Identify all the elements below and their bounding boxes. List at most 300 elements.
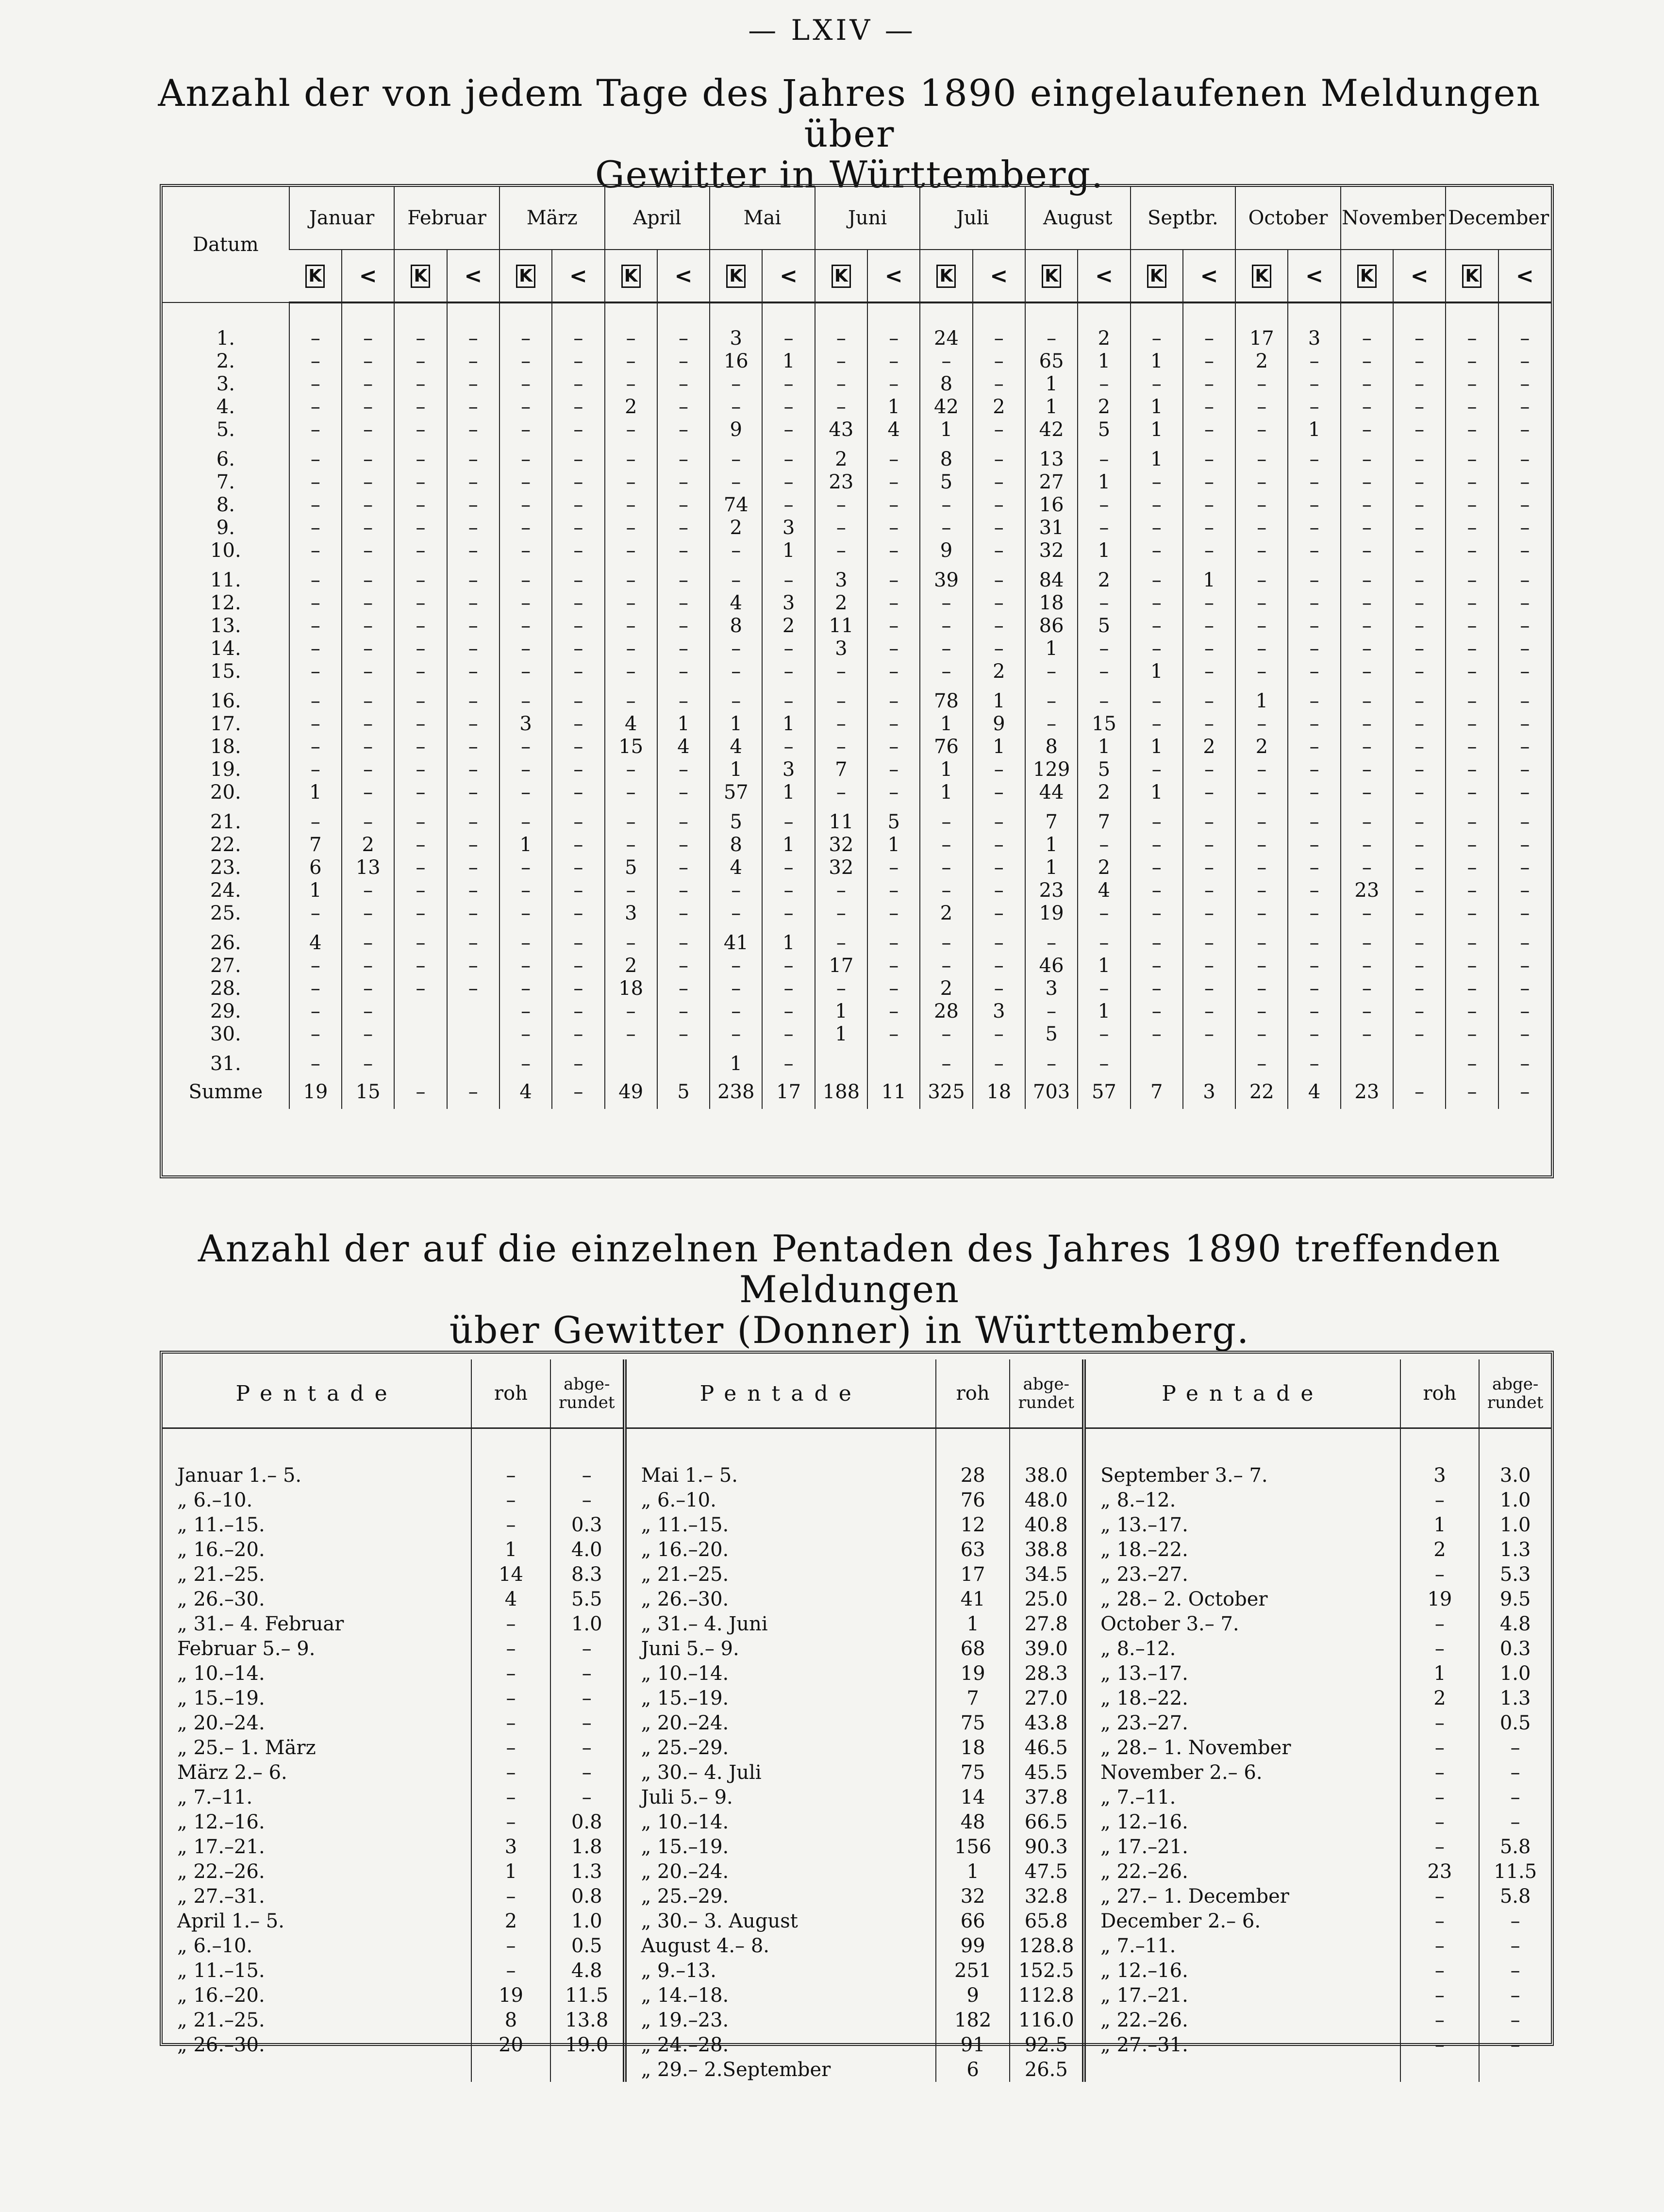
pentad-row bbox=[163, 1488, 1551, 1512]
count-cell: – bbox=[1131, 372, 1183, 395]
count-cell: 4 bbox=[867, 418, 920, 441]
count-cell: – bbox=[605, 569, 657, 591]
spacer-row bbox=[163, 302, 1551, 327]
spacer-cell bbox=[1446, 683, 1498, 689]
count-cell: – bbox=[867, 689, 920, 712]
count-cell: – bbox=[342, 591, 394, 614]
roh-value: – bbox=[1400, 1562, 1480, 1587]
count-cell: – bbox=[1131, 1000, 1183, 1022]
day-label: 25. bbox=[210, 902, 241, 924]
pentad-label: „ 23.–27. bbox=[1084, 1710, 1400, 1735]
sum-cell: 5 bbox=[657, 1075, 710, 1109]
count-cell: – bbox=[342, 395, 394, 418]
roh-value: 1 bbox=[471, 1859, 550, 1884]
count-cell: – bbox=[342, 660, 394, 683]
roh-value: 19 bbox=[471, 1983, 550, 2008]
count-cell: – bbox=[815, 931, 867, 954]
pentad-label: „ 12.–16. bbox=[177, 1810, 265, 1833]
count-cell: – bbox=[973, 856, 1025, 879]
count-cell: – bbox=[1341, 591, 1393, 614]
count-cell: – bbox=[1393, 637, 1446, 660]
count-cell: – bbox=[867, 539, 920, 562]
count-cell: – bbox=[920, 810, 972, 833]
lightning-symbol-header bbox=[1393, 250, 1446, 302]
roh-value: 91 bbox=[936, 2032, 1010, 2057]
count-cell: – bbox=[710, 689, 762, 712]
count-cell: 3 bbox=[762, 758, 815, 781]
count-cell: – bbox=[1498, 977, 1551, 1000]
count-cell: 46 bbox=[1025, 954, 1078, 977]
month-header: Februar bbox=[394, 187, 499, 250]
count-cell: 1 bbox=[1078, 470, 1130, 493]
count-cell: – bbox=[973, 516, 1025, 539]
spacer-cell bbox=[499, 562, 552, 569]
count-cell: – bbox=[447, 614, 499, 637]
spacer-cell bbox=[973, 562, 1025, 569]
count-cell: – bbox=[1288, 712, 1340, 735]
count-cell: – bbox=[1235, 418, 1288, 441]
count-cell: – bbox=[1393, 660, 1446, 683]
count-cell bbox=[1393, 1052, 1446, 1075]
pentad-label: „ 28.– 2. October bbox=[1084, 1587, 1400, 1611]
spacer-cell bbox=[920, 804, 972, 810]
count-cell: – bbox=[710, 879, 762, 902]
count-cell: 2 bbox=[815, 448, 867, 470]
pentad-label: „ 30.– 3. August bbox=[625, 1909, 936, 1933]
count-cell: – bbox=[867, 350, 920, 372]
count-cell: – bbox=[447, 395, 499, 418]
count-cell: – bbox=[1498, 350, 1551, 372]
day-label: 26. bbox=[210, 931, 241, 954]
count-cell: 1 bbox=[289, 781, 342, 804]
sum-cell: 19 bbox=[289, 1075, 342, 1109]
count-cell: 11 bbox=[815, 810, 867, 833]
count-cell: – bbox=[1183, 856, 1235, 879]
spacer-cell bbox=[710, 562, 762, 569]
count-cell: – bbox=[657, 660, 710, 683]
count-cell: – bbox=[1078, 931, 1130, 954]
count-cell: – bbox=[762, 327, 815, 350]
count-cell: – bbox=[1498, 879, 1551, 902]
abgerundet-value: – bbox=[1479, 1735, 1551, 1760]
abgerundet-value: – bbox=[1479, 2008, 1551, 2032]
pentad-row bbox=[163, 1785, 1551, 1810]
count-cell: – bbox=[342, 977, 394, 1000]
spacer-cell bbox=[973, 1045, 1025, 1052]
abgerundet-value: 0.8 bbox=[550, 1884, 625, 1909]
roh-value: 8 bbox=[471, 2008, 550, 2032]
spacer-row bbox=[163, 924, 1551, 931]
count-cell: – bbox=[1235, 569, 1288, 591]
count-cell: – bbox=[1393, 977, 1446, 1000]
count-cell: – bbox=[552, 689, 604, 712]
spacer-cell bbox=[394, 441, 447, 448]
count-cell: – bbox=[1498, 781, 1551, 804]
count-cell: – bbox=[1078, 591, 1130, 614]
count-cell: – bbox=[1288, 350, 1340, 372]
count-cell: – bbox=[920, 954, 972, 977]
spacer-cell bbox=[815, 441, 867, 448]
month-header: December bbox=[1446, 187, 1551, 250]
count-cell: 3 bbox=[762, 591, 815, 614]
spacer-cell bbox=[289, 441, 342, 448]
count-cell: 15 bbox=[605, 735, 657, 758]
abgerundet-header-line1: abge- bbox=[564, 1374, 610, 1394]
sum-cell: 17 bbox=[762, 1075, 815, 1109]
spacer-cell bbox=[1183, 683, 1235, 689]
count-cell: – bbox=[394, 660, 447, 683]
count-cell: – bbox=[552, 712, 604, 735]
count-cell: – bbox=[973, 637, 1025, 660]
roh-value: – bbox=[471, 1686, 550, 1710]
spacer-cell bbox=[762, 804, 815, 810]
count-cell: – bbox=[1235, 954, 1288, 977]
count-cell: – bbox=[1288, 660, 1340, 683]
spacer-cell bbox=[1288, 562, 1340, 569]
count-cell: – bbox=[657, 810, 710, 833]
count-cell: – bbox=[605, 350, 657, 372]
count-cell: – bbox=[867, 372, 920, 395]
sum-cell: – bbox=[1498, 1075, 1551, 1109]
count-cell: – bbox=[447, 931, 499, 954]
spacer-cell bbox=[1183, 562, 1235, 569]
count-cell: – bbox=[342, 1022, 394, 1045]
day-label: 18. bbox=[210, 735, 241, 758]
count-cell: – bbox=[447, 660, 499, 683]
spacer-cell bbox=[394, 804, 447, 810]
spacer-cell bbox=[1446, 924, 1498, 931]
abgerundet-value: 37.8 bbox=[1010, 1785, 1084, 1810]
spacer-cell bbox=[920, 683, 972, 689]
pentad-row bbox=[163, 1735, 1551, 1760]
spacer-cell bbox=[1078, 302, 1130, 327]
pentad-row bbox=[163, 1661, 1551, 1686]
count-cell: – bbox=[1446, 539, 1498, 562]
spacer-cell bbox=[1025, 683, 1078, 689]
pentad-label: Januar 1.– 5. bbox=[177, 1464, 302, 1487]
count-cell: – bbox=[394, 689, 447, 712]
spacer-cell bbox=[1078, 1045, 1130, 1052]
count-cell: – bbox=[447, 954, 499, 977]
count-cell: – bbox=[1393, 493, 1446, 516]
count-cell bbox=[394, 1022, 447, 1045]
roh-value: 1 bbox=[1400, 1512, 1480, 1537]
count-cell: – bbox=[1183, 833, 1235, 856]
lightning-symbol-icon: < bbox=[1200, 263, 1218, 288]
spacer-cell bbox=[657, 804, 710, 810]
count-cell: – bbox=[815, 735, 867, 758]
count-cell: – bbox=[762, 977, 815, 1000]
count-cell: – bbox=[447, 735, 499, 758]
roh-value: 19 bbox=[936, 1661, 1010, 1686]
month-header: März bbox=[499, 187, 605, 250]
count-cell: – bbox=[920, 516, 972, 539]
pentad-label: „ 15.–19. bbox=[625, 1834, 936, 1859]
count-cell: – bbox=[499, 516, 552, 539]
count-cell: – bbox=[289, 395, 342, 418]
count-cell: – bbox=[1183, 493, 1235, 516]
count-cell: – bbox=[499, 569, 552, 591]
abgerundet-value: – bbox=[1479, 1983, 1551, 2008]
abgerundet-value: – bbox=[550, 1686, 625, 1710]
month-header: October bbox=[1235, 187, 1341, 250]
count-cell: 7 bbox=[815, 758, 867, 781]
count-cell: – bbox=[342, 689, 394, 712]
pentad-label: „ 25.–29. bbox=[625, 1735, 936, 1760]
count-cell: – bbox=[342, 758, 394, 781]
count-cell: – bbox=[447, 637, 499, 660]
spacer-cell bbox=[815, 302, 867, 327]
count-cell: – bbox=[657, 689, 710, 712]
count-cell: – bbox=[920, 931, 972, 954]
count-cell: – bbox=[342, 735, 394, 758]
spacer-row bbox=[163, 441, 1551, 448]
day-row bbox=[163, 810, 1551, 833]
day-row bbox=[163, 539, 1551, 562]
count-cell: – bbox=[1498, 569, 1551, 591]
spacer-row bbox=[163, 804, 1551, 810]
pentad-label: März 2.– 6. bbox=[177, 1761, 287, 1784]
pentad-label: „ 20.–24. bbox=[625, 1859, 936, 1884]
count-cell: – bbox=[1288, 735, 1340, 758]
count-cell: – bbox=[1235, 902, 1288, 924]
count-cell: – bbox=[552, 372, 604, 395]
count-cell: – bbox=[447, 516, 499, 539]
spacer-cell bbox=[552, 1045, 604, 1052]
count-cell: – bbox=[394, 856, 447, 879]
count-cell: – bbox=[1446, 735, 1498, 758]
count-cell: – bbox=[289, 470, 342, 493]
spacer-cell bbox=[394, 562, 447, 569]
spacer-cell bbox=[762, 562, 815, 569]
abgerundet-value: 1.0 bbox=[550, 1909, 625, 1933]
abgerundet-header-line2: rundet bbox=[1018, 1393, 1075, 1412]
spacer-cell bbox=[1183, 924, 1235, 931]
spacer-cell bbox=[552, 441, 604, 448]
count-cell bbox=[1131, 1052, 1183, 1075]
abgerundet-value: 9.5 bbox=[1479, 1587, 1551, 1611]
count-cell: – bbox=[1235, 614, 1288, 637]
count-cell: – bbox=[1288, 372, 1340, 395]
roh-value: 2 bbox=[1400, 1686, 1480, 1710]
count-cell: – bbox=[1078, 1022, 1130, 1045]
count-cell: – bbox=[1341, 954, 1393, 977]
count-cell: – bbox=[1183, 470, 1235, 493]
abgerundet-value: – bbox=[550, 1710, 625, 1735]
day-row bbox=[163, 372, 1551, 395]
count-cell: – bbox=[1078, 372, 1130, 395]
count-cell: – bbox=[867, 954, 920, 977]
count-cell: – bbox=[1288, 1022, 1340, 1045]
spacer-cell bbox=[657, 683, 710, 689]
spacer-cell bbox=[920, 924, 972, 931]
count-cell: – bbox=[1341, 810, 1393, 833]
count-cell: – bbox=[552, 327, 604, 350]
spacer-cell bbox=[973, 441, 1025, 448]
pentad-label: September 3.– 7. bbox=[1084, 1463, 1400, 1488]
count-cell: 2 bbox=[815, 591, 867, 614]
spacer-cell bbox=[1393, 562, 1446, 569]
day-row bbox=[163, 735, 1551, 758]
spacer-cell bbox=[499, 924, 552, 931]
count-cell: – bbox=[1341, 781, 1393, 804]
count-cell: – bbox=[289, 810, 342, 833]
pentad-row bbox=[163, 1810, 1551, 1834]
roh-value: 14 bbox=[936, 1785, 1010, 1810]
count-cell: – bbox=[342, 1000, 394, 1022]
pentad-label: „ 26.–30. bbox=[177, 2033, 265, 2056]
abgerundet-value: 4.8 bbox=[550, 1958, 625, 1983]
datum-header: Datum bbox=[163, 187, 289, 302]
count-cell: – bbox=[552, 539, 604, 562]
roh-value: – bbox=[471, 1810, 550, 1834]
count-cell: 5 bbox=[1025, 1022, 1078, 1045]
abgerundet-value: 0.3 bbox=[550, 1512, 625, 1537]
count-cell: 2 bbox=[920, 977, 972, 1000]
count-cell: – bbox=[289, 539, 342, 562]
count-cell: – bbox=[1131, 931, 1183, 954]
pentad-row bbox=[163, 1512, 1551, 1537]
count-cell: – bbox=[710, 1022, 762, 1045]
count-cell: – bbox=[499, 977, 552, 1000]
pentad-thunderstorm-table bbox=[163, 1359, 1551, 2082]
count-cell: – bbox=[1078, 448, 1130, 470]
sum-cell: 325 bbox=[920, 1075, 972, 1109]
count-cell: – bbox=[815, 493, 867, 516]
count-cell: – bbox=[605, 448, 657, 470]
count-cell: – bbox=[657, 539, 710, 562]
count-cell: – bbox=[710, 539, 762, 562]
spacer-cell bbox=[710, 683, 762, 689]
abgerundet-value: 34.5 bbox=[1010, 1562, 1084, 1587]
day-label: 9. bbox=[216, 516, 235, 539]
count-cell: – bbox=[1446, 614, 1498, 637]
pentad-label: Februar 5.– 9. bbox=[177, 1637, 316, 1660]
count-cell: 9 bbox=[710, 418, 762, 441]
count-cell: – bbox=[920, 856, 972, 879]
count-cell: – bbox=[342, 372, 394, 395]
count-cell: – bbox=[1446, 833, 1498, 856]
roh-value: 23 bbox=[1400, 1859, 1480, 1884]
count-cell: – bbox=[447, 569, 499, 591]
count-cell: – bbox=[1288, 591, 1340, 614]
roh-value: 2 bbox=[1400, 1537, 1480, 1562]
count-cell: – bbox=[762, 372, 815, 395]
count-cell: – bbox=[552, 931, 604, 954]
count-cell: – bbox=[289, 493, 342, 516]
sum-cell: 4 bbox=[499, 1075, 552, 1109]
lightning-symbol-header bbox=[1288, 250, 1340, 302]
count-cell: – bbox=[499, 327, 552, 350]
spacer-cell bbox=[499, 441, 552, 448]
count-cell: – bbox=[1446, 372, 1498, 395]
count-cell: – bbox=[1288, 539, 1340, 562]
count-cell: – bbox=[552, 1022, 604, 1045]
spacer-cell bbox=[1131, 804, 1183, 810]
day-label: 3. bbox=[216, 372, 235, 395]
count-cell: – bbox=[1393, 833, 1446, 856]
count-cell: – bbox=[289, 1022, 342, 1045]
count-cell: – bbox=[1025, 931, 1078, 954]
pentad-label: „ 17.–21. bbox=[1084, 1983, 1400, 2008]
spacer-cell bbox=[163, 441, 289, 448]
day-row bbox=[163, 470, 1551, 493]
count-cell: 5 bbox=[920, 470, 972, 493]
roh-value: 1 bbox=[936, 1611, 1010, 1636]
count-cell: – bbox=[1498, 418, 1551, 441]
abgerundet-value bbox=[1479, 2057, 1551, 2082]
count-cell: – bbox=[1446, 569, 1498, 591]
sum-label: Summe bbox=[188, 1081, 263, 1103]
count-cell: 1 bbox=[920, 418, 972, 441]
count-cell: – bbox=[1393, 810, 1446, 833]
count-cell: – bbox=[973, 781, 1025, 804]
count-cell: 74 bbox=[710, 493, 762, 516]
day-row bbox=[163, 902, 1551, 924]
count-cell bbox=[447, 1052, 499, 1075]
count-cell: – bbox=[1341, 1022, 1393, 1045]
count-cell: – bbox=[605, 516, 657, 539]
spacer-cell bbox=[1393, 804, 1446, 810]
count-cell: – bbox=[1393, 735, 1446, 758]
abgerundet-value: 112.8 bbox=[1010, 1983, 1084, 2008]
count-cell: 1 bbox=[920, 712, 972, 735]
count-cell: – bbox=[973, 372, 1025, 395]
pentad-row bbox=[163, 1537, 1551, 1562]
count-cell: – bbox=[657, 833, 710, 856]
spacer-cell bbox=[710, 1045, 762, 1052]
count-cell bbox=[867, 1052, 920, 1075]
count-cell: 1 bbox=[1025, 637, 1078, 660]
count-cell: – bbox=[867, 637, 920, 660]
count-cell: – bbox=[1393, 516, 1446, 539]
count-cell: – bbox=[1131, 810, 1183, 833]
count-cell: 5 bbox=[867, 810, 920, 833]
count-cell: – bbox=[499, 395, 552, 418]
count-cell: – bbox=[973, 902, 1025, 924]
lightning-symbol-header bbox=[867, 250, 920, 302]
abgerundet-value: – bbox=[1479, 1933, 1551, 1958]
abgerundet-value: 11.5 bbox=[1479, 1859, 1551, 1884]
count-cell: 1 bbox=[762, 833, 815, 856]
day-label: 5. bbox=[216, 418, 235, 441]
spacer-cell bbox=[762, 683, 815, 689]
count-cell: 39 bbox=[920, 569, 972, 591]
count-cell: – bbox=[394, 902, 447, 924]
spacer-cell bbox=[289, 683, 342, 689]
spacer-cell bbox=[920, 1045, 972, 1052]
count-cell: – bbox=[499, 448, 552, 470]
roh-value: – bbox=[1400, 2008, 1480, 2032]
abgerundet-value: – bbox=[550, 1463, 625, 1488]
count-cell: – bbox=[499, 902, 552, 924]
roh-value: – bbox=[471, 1661, 550, 1686]
spacer-cell bbox=[447, 1045, 499, 1052]
count-cell: 1 bbox=[1025, 372, 1078, 395]
day-row bbox=[163, 591, 1551, 614]
abgerundet-value: 128.8 bbox=[1010, 1933, 1084, 1958]
count-cell: – bbox=[605, 660, 657, 683]
count-cell: – bbox=[1288, 781, 1340, 804]
count-cell: – bbox=[1341, 689, 1393, 712]
count-cell: – bbox=[1131, 470, 1183, 493]
count-cell: 1 bbox=[657, 712, 710, 735]
roh-value: 75 bbox=[936, 1760, 1010, 1785]
count-cell: – bbox=[499, 856, 552, 879]
roh-value: – bbox=[471, 1512, 550, 1537]
spacer-cell bbox=[342, 302, 394, 327]
count-cell: – bbox=[394, 810, 447, 833]
